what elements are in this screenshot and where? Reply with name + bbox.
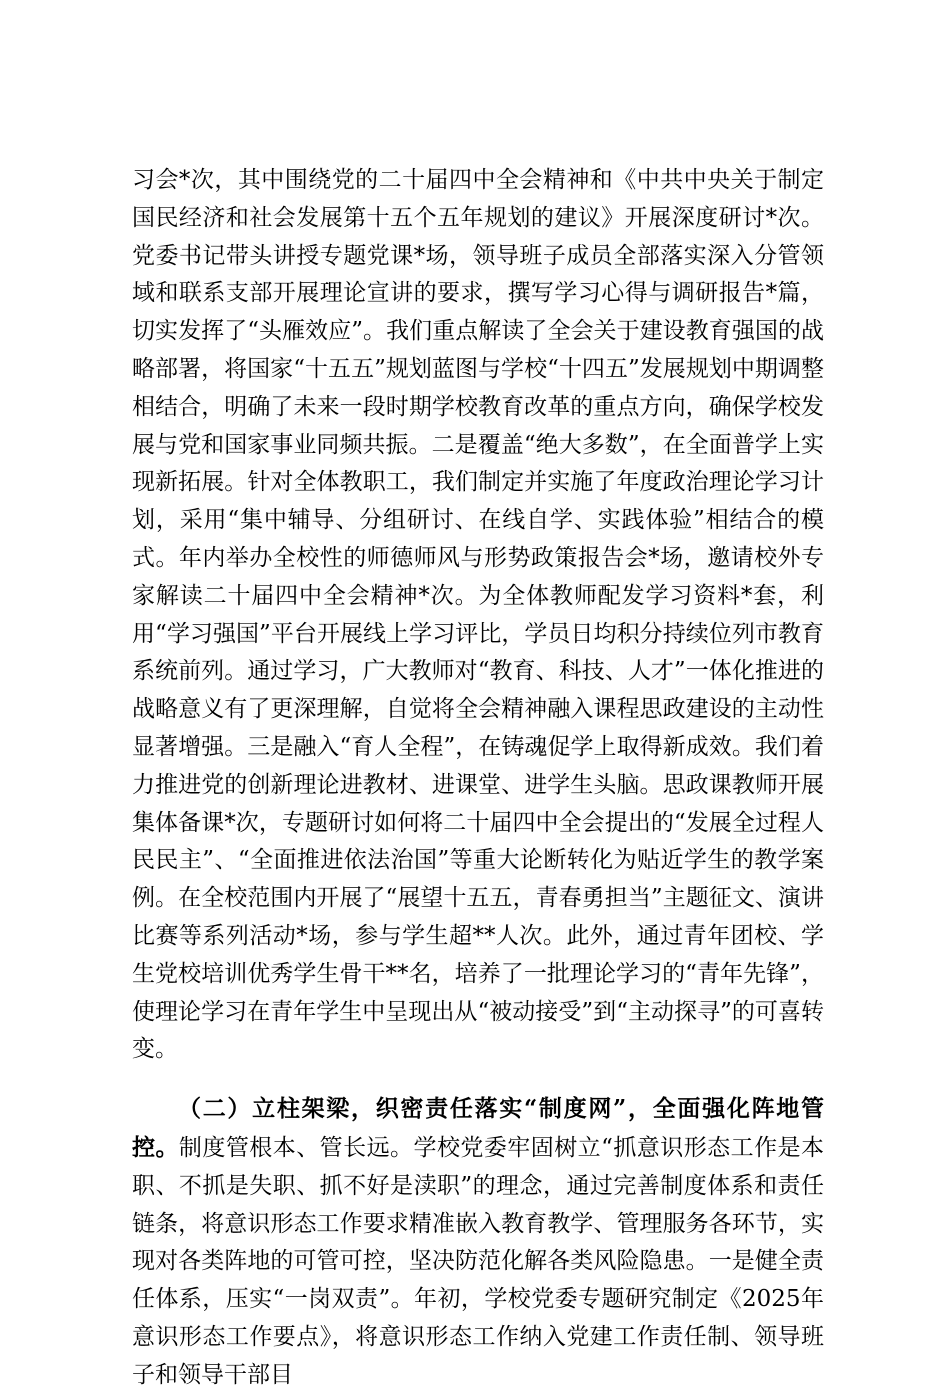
document-body bbox=[132, 162, 824, 1395]
body-paragraph-continued: 习会*次，其中围绕党的二十届四中全会精神和《中共中央关于制定国民经济和社会发展第十五个五年规划的建议》开展深度研讨*次。党委书记带头讲授专题党课*场，领导班子成员全部落实深入分管领域和联系支部开展理论宣讲的要求，撰写学习心得与调研报告*篇，切实发挥了“头雁效应”。我们重点解读了全会关于建设教育强国的战略部署，将国家“十五五”规划蓝图与学校“十四五”发展规划中期调整相结合，明确了未来一段时期学校教育改革的重点方向，确保学校发展与党和国家事业同频共振。二是覆盖“绝大多数”，在全面普学上实现新拓展。针对全体教职工，我们制定并实施了年度政治理论学习计划，采用“集中辅导、分组研讨、在线自学、实践体验”相结合的模式。年内举办全校性的师德师风与形势政策报告会*场，邀请校外专家解读二十届四中全会精神*次。为全体教师配发学习资料*套，利用“学习强国”平台开展线上学习评比，学员日均积分持续位列市教育系统前列。通过学习，广大教师对“教育、科技、人才”一体化推进的战略意义有了更深理解，自觉将全会精神融入课程思政建设的主动性显著增强。三是融入“育人全程”，在铸魂促学上取得新成效。我们着力推进党的创新理论进教材、进课堂、进学生头脑。思政课教师开展集体备课*次，专题研讨如何将二十届四中全会提出的“发展全过程人民民主”、“全面推进依法治国”等重大论断转化为贴近学生的教学案例。在全校范围内开展了“展望十五五，青春勇担当”主题征文、演讲比赛等系列活动*场，参与学生超**人次。此外，通过青年团校、学生党校培训优秀学生骨干**名，培养了一批理论学习的“青年先锋”，使理论学习在青年学生中呈现出从“被动接受”到“主动探寻”的可喜转变。 bbox=[132, 167, 824, 1063]
section-paragraph-2-text: 制度管根本、管长远。学校党委牢固树立“抓意识形态工作是本职、不抓是失职、抓不好是渎职”的理念，通过完善制度体系和责任链条，将意识形态工作要求精准嵌入教育教学、管理服务各环节，实现对各类阵地的可管可控，坚决防范化解各类风险隐患。一是健全责任体系，压实“一岗双责”。年初，学校党委专题研究制定《2025年意识形态工作要点》，将意识形态工作纳入党建工作责任制、领导班子和领导干部目 bbox=[132, 1134, 825, 1388]
section-paragraph-2 bbox=[132, 1090, 824, 1394]
section-heading-2: （二）立柱架梁，织密责任落实“制度网”，全面强化阵地管控。 bbox=[132, 1095, 824, 1161]
